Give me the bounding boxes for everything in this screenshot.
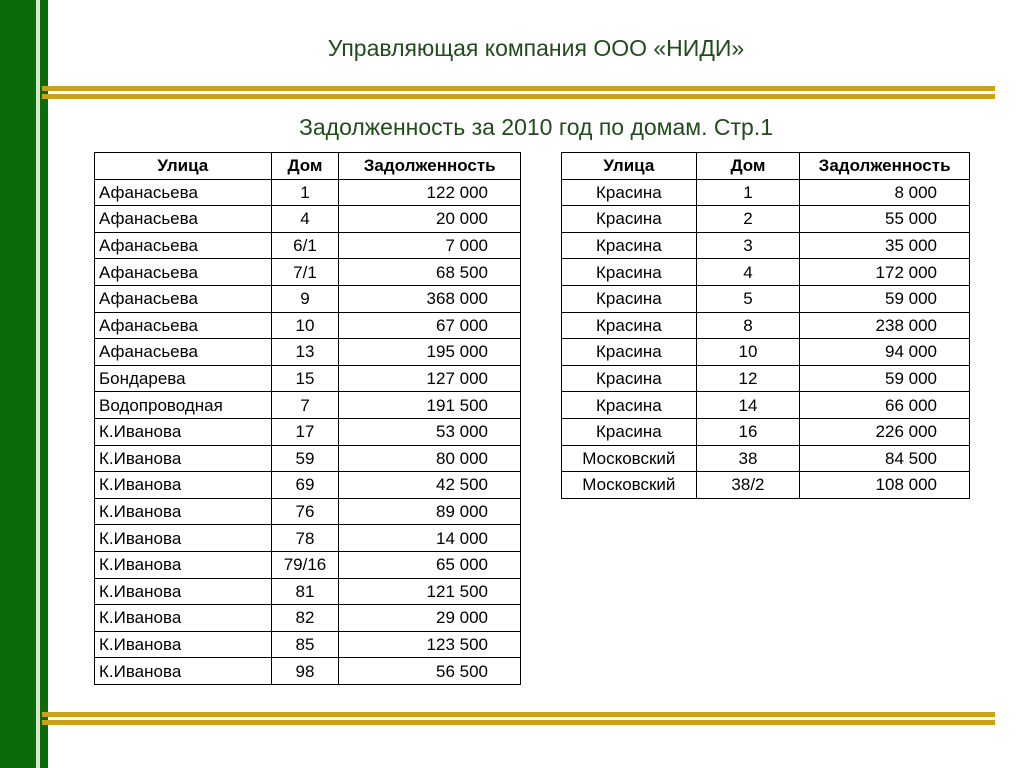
- cell-debt: 35 000: [800, 232, 970, 259]
- cell-debt: 42 500: [339, 472, 521, 499]
- cell-street: К.Иванова: [95, 578, 272, 605]
- cell-debt: 14 000: [339, 525, 521, 552]
- table-row: [95, 631, 521, 658]
- table-row: [562, 206, 970, 233]
- table-row: [95, 232, 521, 259]
- header-debt: Задолженность: [800, 153, 970, 180]
- cell-street: Красина: [562, 339, 697, 366]
- cell-debt: 368 000: [339, 285, 521, 312]
- cell-street: Афанасьева: [95, 259, 272, 286]
- cell-house: 2: [696, 206, 800, 233]
- cell-house: 98: [271, 658, 339, 685]
- cell-street: Московский: [562, 472, 697, 499]
- cell-house: 38: [696, 445, 800, 472]
- cell-street: Красина: [562, 418, 697, 445]
- header-house: Дом: [696, 153, 800, 180]
- table-row: [95, 445, 521, 472]
- table-row: [95, 285, 521, 312]
- cell-house: 38/2: [696, 472, 800, 499]
- cell-street: Афанасьева: [95, 285, 272, 312]
- cell-street: Красина: [562, 285, 697, 312]
- cell-street: Бондарева: [95, 365, 272, 392]
- cell-house: 13: [271, 339, 339, 366]
- cell-house: 17: [271, 418, 339, 445]
- debt-table-right: [561, 152, 970, 499]
- cell-street: Афанасьева: [95, 339, 272, 366]
- cell-debt: 127 000: [339, 365, 521, 392]
- table-row: [95, 339, 521, 366]
- table-row: [562, 179, 970, 206]
- header-street: Улица: [562, 153, 697, 180]
- cell-debt: 67 000: [339, 312, 521, 339]
- cell-debt: 94 000: [800, 339, 970, 366]
- table-row: [562, 259, 970, 286]
- cell-debt: 65 000: [339, 551, 521, 578]
- cell-house: 1: [696, 179, 800, 206]
- table-row: [95, 259, 521, 286]
- cell-debt: 89 000: [339, 498, 521, 525]
- cell-debt: 59 000: [800, 365, 970, 392]
- table-row: [95, 392, 521, 419]
- cell-debt: 7 000: [339, 232, 521, 259]
- bottom-double-rule: [42, 712, 995, 726]
- cell-house: 85: [271, 631, 339, 658]
- cell-street: К.Иванова: [95, 445, 272, 472]
- table-row: [95, 498, 521, 525]
- cell-street: Красина: [562, 259, 697, 286]
- cell-street: Красина: [562, 232, 697, 259]
- table-row: [562, 312, 970, 339]
- cell-house: 1: [271, 179, 339, 206]
- cell-house: 9: [271, 285, 339, 312]
- page-subtitle: Задолженность за 2010 год по домам. Стр.1: [298, 114, 773, 140]
- table-row: [95, 206, 521, 233]
- cell-street: Красина: [562, 365, 697, 392]
- cell-debt: 66 000: [800, 392, 970, 419]
- cell-house: 8: [696, 312, 800, 339]
- table-row: [95, 658, 521, 685]
- table-row: [562, 232, 970, 259]
- cell-house: 59: [271, 445, 339, 472]
- header-house: Дом: [271, 153, 339, 180]
- cell-street: Московский: [562, 445, 697, 472]
- table-row: [95, 472, 521, 499]
- table-header-row: [95, 153, 521, 180]
- table-row: [95, 418, 521, 445]
- cell-street: Красина: [562, 312, 697, 339]
- page-title: Управляющая компания ООО «НИДИ»: [327, 35, 745, 61]
- top-double-rule: [42, 86, 995, 100]
- cell-house: 5: [696, 285, 800, 312]
- cell-street: Афанасьева: [95, 232, 272, 259]
- table-row: [95, 312, 521, 339]
- cell-house: 3: [696, 232, 800, 259]
- table-row: [95, 525, 521, 552]
- cell-house: 7: [271, 392, 339, 419]
- table-row: [95, 179, 521, 206]
- cell-debt: 53 000: [339, 418, 521, 445]
- table-row: [95, 551, 521, 578]
- cell-street: Красина: [562, 179, 697, 206]
- cell-street: Водопроводная: [95, 392, 272, 419]
- cell-debt: 80 000: [339, 445, 521, 472]
- left-accent-stripe: [36, 0, 40, 768]
- cell-street: К.Иванова: [95, 418, 272, 445]
- cell-house: 15: [271, 365, 339, 392]
- table-header-row: [562, 153, 970, 180]
- cell-debt: 172 000: [800, 259, 970, 286]
- table-row: [562, 445, 970, 472]
- cell-street: Афанасьева: [95, 312, 272, 339]
- cell-house: 69: [271, 472, 339, 499]
- cell-street: Афанасьева: [95, 179, 272, 206]
- table-row: [562, 285, 970, 312]
- cell-house: 4: [271, 206, 339, 233]
- debt-table-left: [94, 152, 521, 685]
- header-street: Улица: [95, 153, 272, 180]
- cell-debt: 29 000: [339, 605, 521, 632]
- table-row: [95, 365, 521, 392]
- cell-debt: 121 500: [339, 578, 521, 605]
- cell-debt: 122 000: [339, 179, 521, 206]
- cell-debt: 238 000: [800, 312, 970, 339]
- cell-street: К.Иванова: [95, 525, 272, 552]
- header-debt: Задолженность: [339, 153, 521, 180]
- cell-house: 14: [696, 392, 800, 419]
- cell-debt: 8 000: [800, 179, 970, 206]
- cell-debt: 226 000: [800, 418, 970, 445]
- table-row: [562, 418, 970, 445]
- left-accent-bar: [0, 0, 48, 768]
- cell-house: 78: [271, 525, 339, 552]
- table-row: [95, 578, 521, 605]
- cell-debt: 55 000: [800, 206, 970, 233]
- cell-house: 79/16: [271, 551, 339, 578]
- cell-house: 6/1: [271, 232, 339, 259]
- table-row: [562, 365, 970, 392]
- cell-debt: 84 500: [800, 445, 970, 472]
- cell-street: К.Иванова: [95, 605, 272, 632]
- cell-house: 16: [696, 418, 800, 445]
- cell-debt: 68 500: [339, 259, 521, 286]
- cell-debt: 191 500: [339, 392, 521, 419]
- cell-street: К.Иванова: [95, 551, 272, 578]
- cell-street: К.Иванова: [95, 472, 272, 499]
- cell-street: К.Иванова: [95, 658, 272, 685]
- cell-street: К.Иванова: [95, 498, 272, 525]
- cell-house: 10: [696, 339, 800, 366]
- cell-house: 82: [271, 605, 339, 632]
- cell-debt: 59 000: [800, 285, 970, 312]
- table-row: [562, 339, 970, 366]
- cell-house: 4: [696, 259, 800, 286]
- cell-debt: 56 500: [339, 658, 521, 685]
- table-row: [562, 392, 970, 419]
- cell-house: 81: [271, 578, 339, 605]
- cell-debt: 123 500: [339, 631, 521, 658]
- cell-street: Красина: [562, 206, 697, 233]
- table-row: [562, 472, 970, 499]
- cell-street: К.Иванова: [95, 631, 272, 658]
- cell-house: 12: [696, 365, 800, 392]
- cell-house: 7/1: [271, 259, 339, 286]
- cell-street: Афанасьева: [95, 206, 272, 233]
- cell-debt: 20 000: [339, 206, 521, 233]
- cell-debt: 195 000: [339, 339, 521, 366]
- table-row: [95, 605, 521, 632]
- cell-house: 10: [271, 312, 339, 339]
- cell-street: Красина: [562, 392, 697, 419]
- cell-house: 76: [271, 498, 339, 525]
- cell-debt: 108 000: [800, 472, 970, 499]
